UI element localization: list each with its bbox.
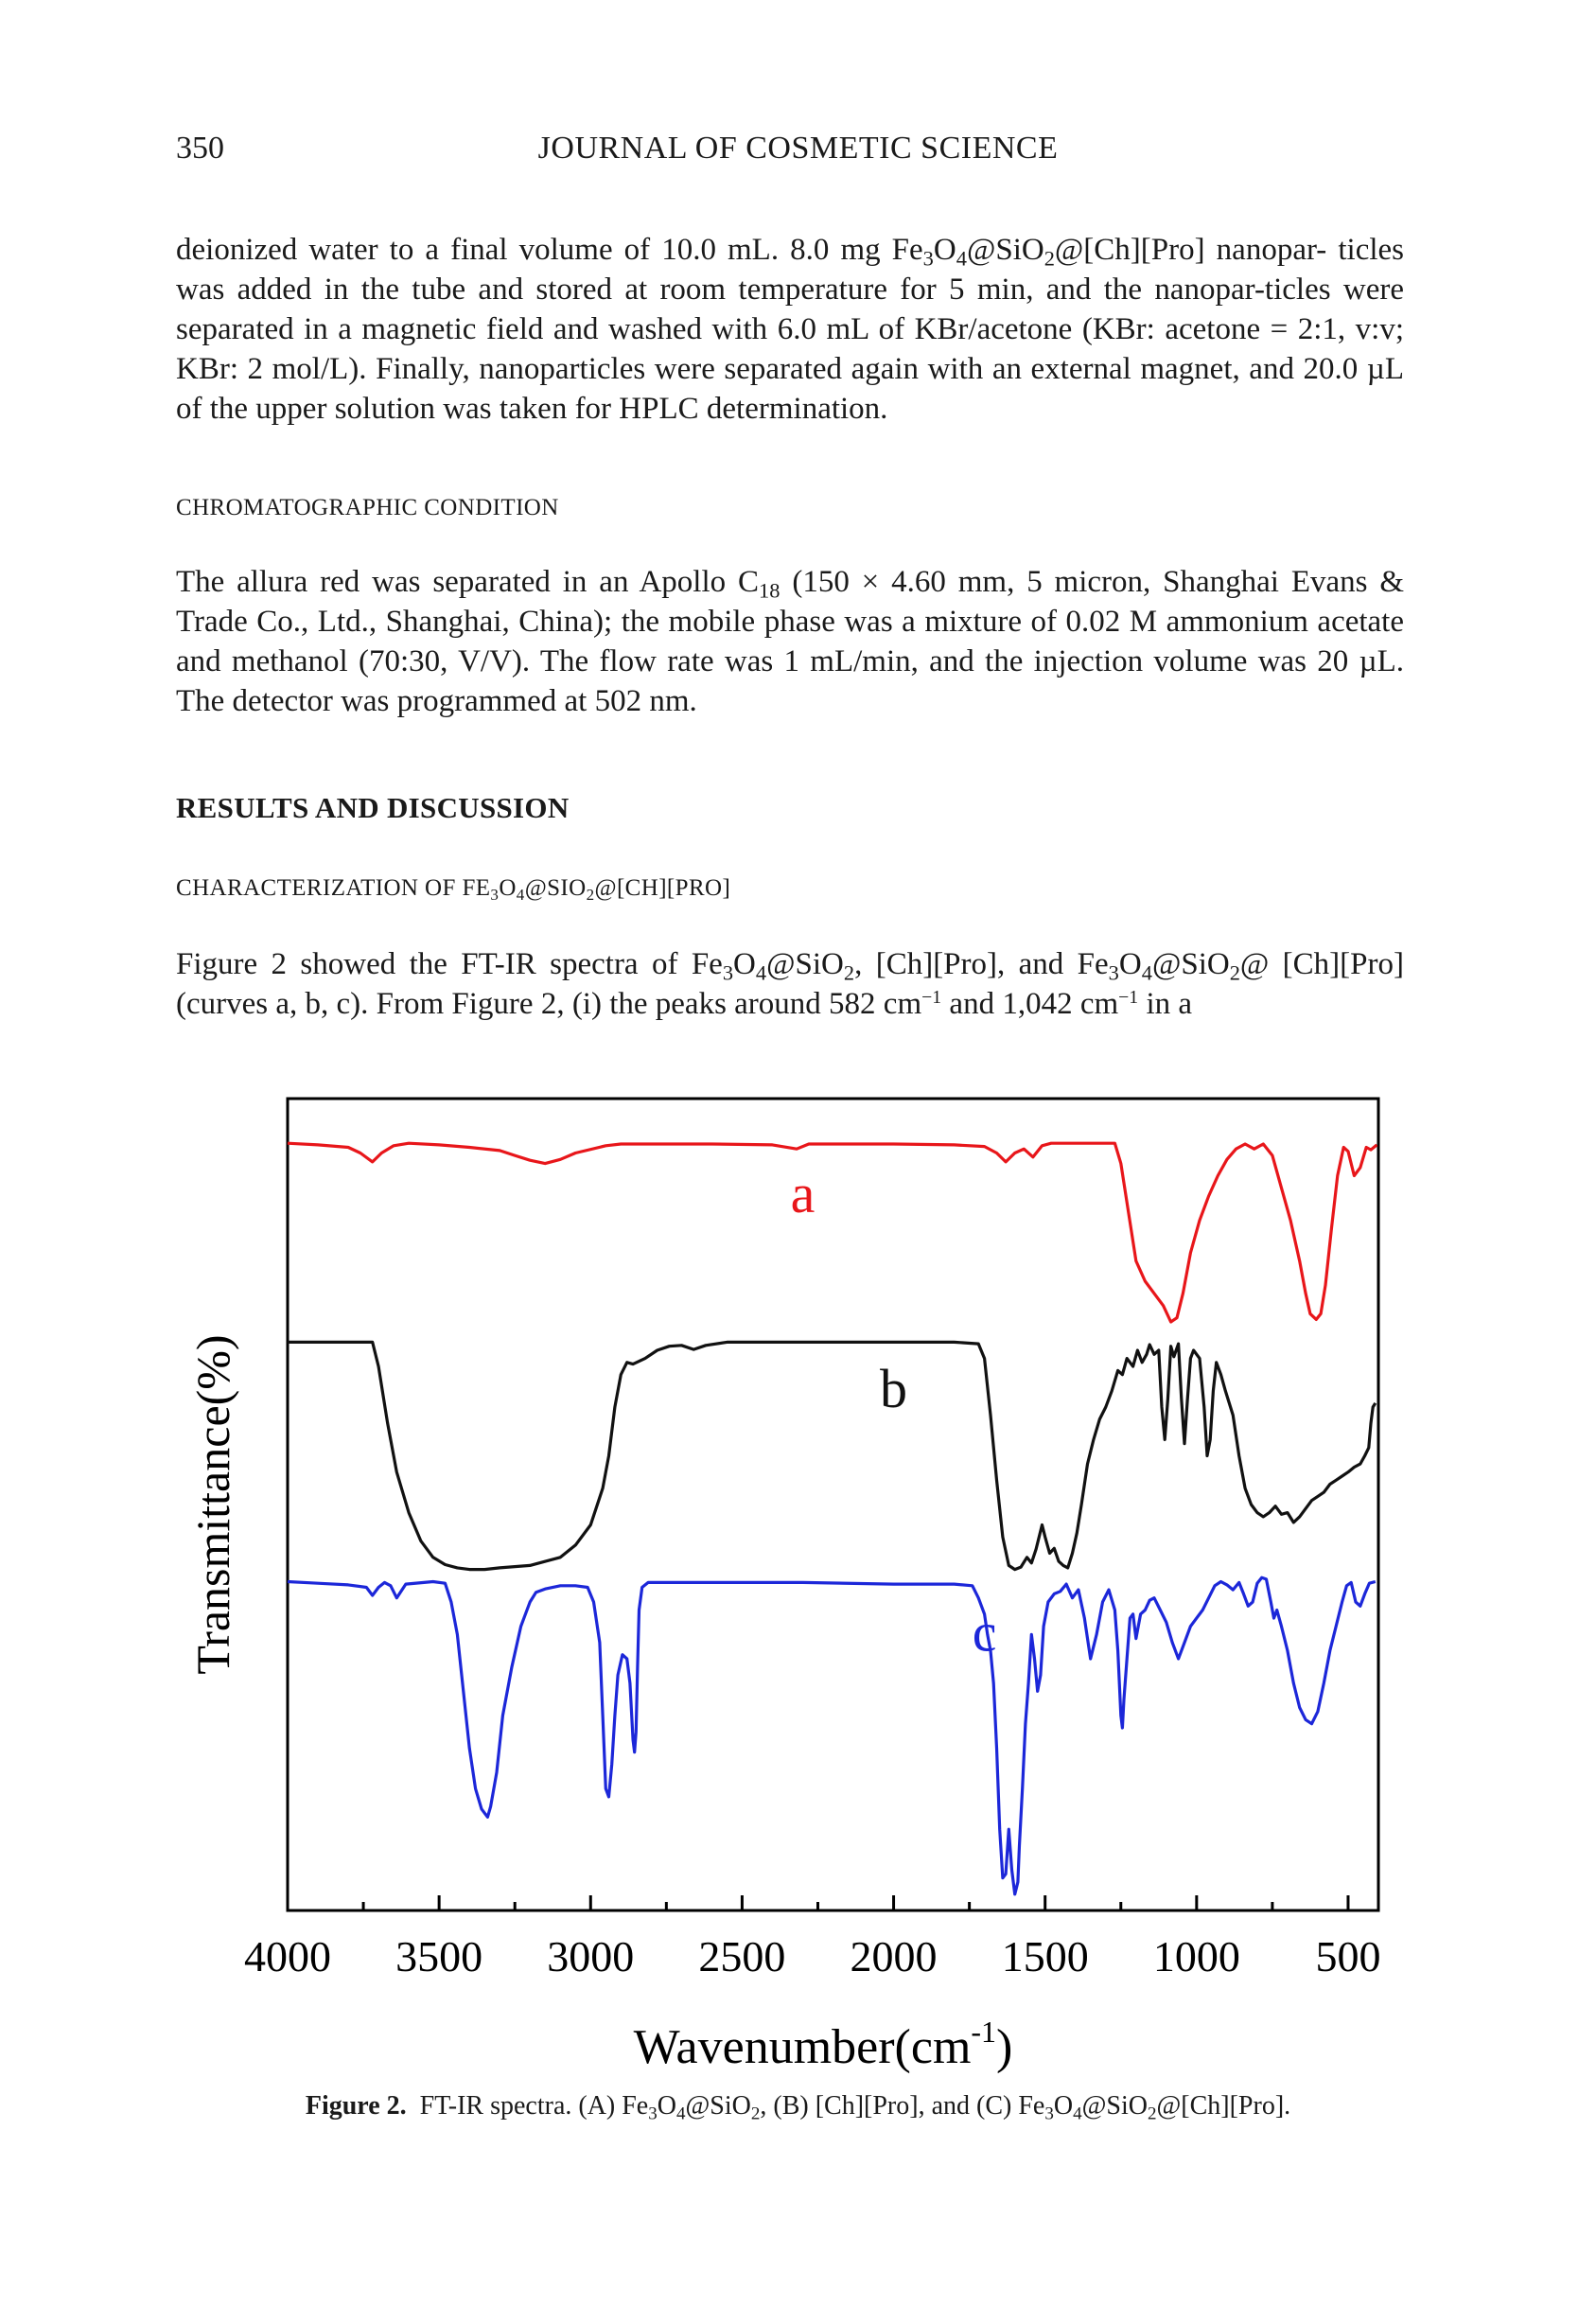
x-axis-label: $Wavenumber(cm^{-1})$	[633, 2015, 1013, 2074]
curve-label-a: a	[790, 1163, 816, 1225]
subhead-chromatographic: CHROMATOGRAPHIC CONDITION	[176, 495, 559, 520]
page-number: 350	[176, 131, 224, 166]
x-tick-label: 3500	[395, 1932, 483, 1980]
paragraph-sample-prep: deionized water to a final volume of 10.0 mL. 8.0 mg $Fe_3O_4@SiO_2@[Ch][Pro]$ nanopar- ticles was added in the tube and stored at room temperature for 5 min, and the nanopar-ticles were separated in a magnetic field and washed with 6.0 mL of KBr/acetone (KBr: acetone = 2:1, v:v; KBr: 2 mol/L). Finally, nanoparticles were separated again with an external magnet, and 20.0 µL of the upper solution was taken for HPLC determination.	[176, 233, 1405, 426]
section-results-heading: RESULTS AND DISCUSSION	[176, 791, 570, 824]
x-tick-label: 2500	[698, 1932, 786, 1980]
curve-label-b: b	[880, 1358, 908, 1420]
x-tick-label: 3000	[547, 1932, 635, 1980]
curve-labels	[791, 1163, 997, 1663]
spectrum-line-a	[288, 1143, 1377, 1322]
paragraph-ftir: Figure 2 showed the FT-IR spectra of $Fe_3O_4@SiO_2$, [Ch][Pro], and $Fe_3O_4@SiO_2@$ [Ch][Pro](curves a, b, c). From Figure 2, (i) the peaks around 582 $cm^{-1}$ and 1,042 $cm^{-1}$ in a	[176, 947, 1404, 1021]
journal-title: JOURNAL OF COSMETIC SCIENCE	[537, 131, 1059, 166]
spectrum-line-b	[288, 1342, 1376, 1569]
figure-caption: Figure 2. FT-IR spectra. (A) $Fe_3O_4@SiO_2$, (B) [Ch][Pro], and (C) $Fe_3O_4@SiO_2@[Ch][Pro]$.	[305, 2091, 1291, 2124]
spectrum-line-c	[288, 1577, 1376, 1894]
x-tick-label: 2000	[850, 1932, 938, 1980]
y-axis-label: Transmittance(%)	[186, 1334, 239, 1675]
plot-frame	[288, 1099, 1378, 1910]
paragraph-chromatographic: The allura red was separated in an Apollo $C_{18}$ (150 × 4.60 mm, 5 micron, Shanghai Evans & Trade Co., Ltd., Shanghai, China); the mobile phase was a mixture of 0.02 M ammonium acetate and methanol (70:30, V/V). The flow rate was 1 mL/min, and the injection volume was 20 µL. The detector was programmed at 502 nm.	[176, 565, 1404, 718]
x-tick-label: 4000	[244, 1932, 331, 1980]
ftir-chart	[170, 1079, 1419, 2082]
x-tick-label: 500	[1315, 1932, 1381, 1980]
x-tick-label: 1000	[1152, 1932, 1240, 1980]
curve-label-c: c	[972, 1601, 997, 1663]
subhead-characterization: CHARACTERIZATION OF $FE_3O_4@SIO_2@[CH][PRO]$	[176, 875, 731, 904]
spectra-lines	[288, 1143, 1377, 1894]
x-axis-ticks	[244, 1895, 1380, 1980]
x-tick-label: 1500	[1001, 1932, 1089, 1980]
figure-caption-label: Figure 2.	[305, 2091, 407, 2121]
